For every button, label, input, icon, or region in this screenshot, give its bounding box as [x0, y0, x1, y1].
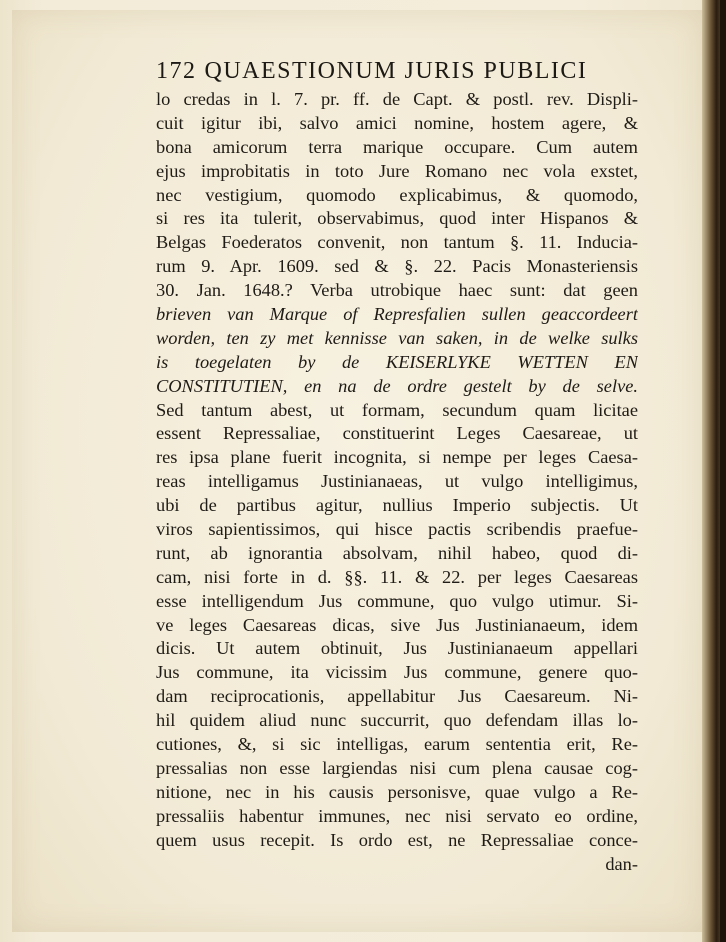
text-line: hil quidem aliud nunc succurrit, quo defendam illas lo- — [156, 710, 638, 731]
running-header — [156, 58, 626, 85]
text-line: is toegelaten by de KEISERLYKE WETTEN EN — [156, 351, 638, 372]
text-line: pressaliis habentur immunes, nec nisi servato eo ordine, — [156, 805, 638, 826]
text-line: dicis. Ut autem obtinuit, Jus Justinianaeum appellari — [156, 638, 638, 659]
text-line: reas intelligamus Justinianaeas, ut vulgo intelligimus, — [156, 471, 638, 492]
text-line: si res ita tulerit, observabimus, quod inter Hispanos & — [156, 208, 638, 229]
text-line: essent Repressaliae, constituerint Leges Caesareae, ut — [156, 423, 638, 444]
text-line: quem usus recepit. Is ordo est, ne Repressaliae conce- — [156, 829, 638, 850]
text-line: dam reciprocationis, appellabitur Jus Caesareum. Ni- — [156, 686, 638, 707]
book-edge — [720, 0, 726, 942]
text-line: CONSTITUTIEN, en na de ordre gestelt by de selve. — [156, 375, 638, 396]
text-line: runt, ab ignorantia absolvam, nihil habeo, quod di- — [156, 542, 638, 563]
text-line: ejus improbitatis in toto Jure Romano nec vola exstet, — [156, 160, 638, 181]
text-line: Belgas Foederatos convenit, non tantum §. 11. Inducia- — [156, 232, 638, 253]
text-line: worden, ten zy met kennisse van saken, in de welke sulks — [156, 327, 638, 348]
text-line: cutiones, &, si sic intelligas, earum sententia erit, Re- — [156, 734, 638, 755]
text-line: ubi de partibus agitur, nullius Imperio subjectis. Ut — [156, 495, 638, 516]
text-line: Sed tantum abest, ut formam, secundum quam licitae — [156, 399, 638, 420]
text-line: Jus commune, ita vicissim Jus commune, genere quo- — [156, 662, 638, 683]
text-line: rum 9. Apr. 1609. sed & §. 22. Pacis Monasteriensis — [156, 256, 638, 277]
page-number: 172 — [156, 58, 197, 84]
text-line: cuit igitur ibi, salvo amici nomine, hostem agere, & — [156, 112, 638, 133]
text-line: bona amicorum terra marique occupare. Cum autem — [156, 136, 638, 157]
text-line: pressalias non esse largiendas nisi cum plena causae cog- — [156, 757, 638, 778]
text-line: esse intelligendum Jus commune, quo vulgo utimur. Si- — [156, 590, 638, 611]
running-head-title: QUAESTIONUM JURIS PUBLICI — [204, 58, 588, 84]
text-line: res ipsa plane fuerit incognita, si nempe per leges Caesa- — [156, 447, 638, 468]
text-line: lo credas in l. 7. pr. ff. de Capt. & postl. rev. Displi- — [156, 89, 638, 109]
catchword: dan- — [605, 853, 638, 874]
text-line: viros sapientissimos, qui hisce pactis scribendis praefue- — [156, 519, 638, 540]
text-line: 30. Jan. 1648.? Verba utrobique haec sunt: dat geen — [156, 280, 638, 301]
text-line: ve leges Caesareas dicas, sive Jus Justinianaeum, idem — [156, 614, 638, 635]
text-line: nec vestigium, quomodo explicabimus, & quomodo, — [156, 184, 638, 205]
text-line: brieven van Marque of Represfalien sullen geaccordeert — [156, 304, 638, 325]
body-text — [156, 88, 638, 876]
text-line: nitione, nec in his causis personisve, quae vulgo a Re- — [156, 781, 638, 802]
text-line: cam, nisi forte in d. §§. 11. & 22. per leges Caesareas — [156, 566, 638, 587]
